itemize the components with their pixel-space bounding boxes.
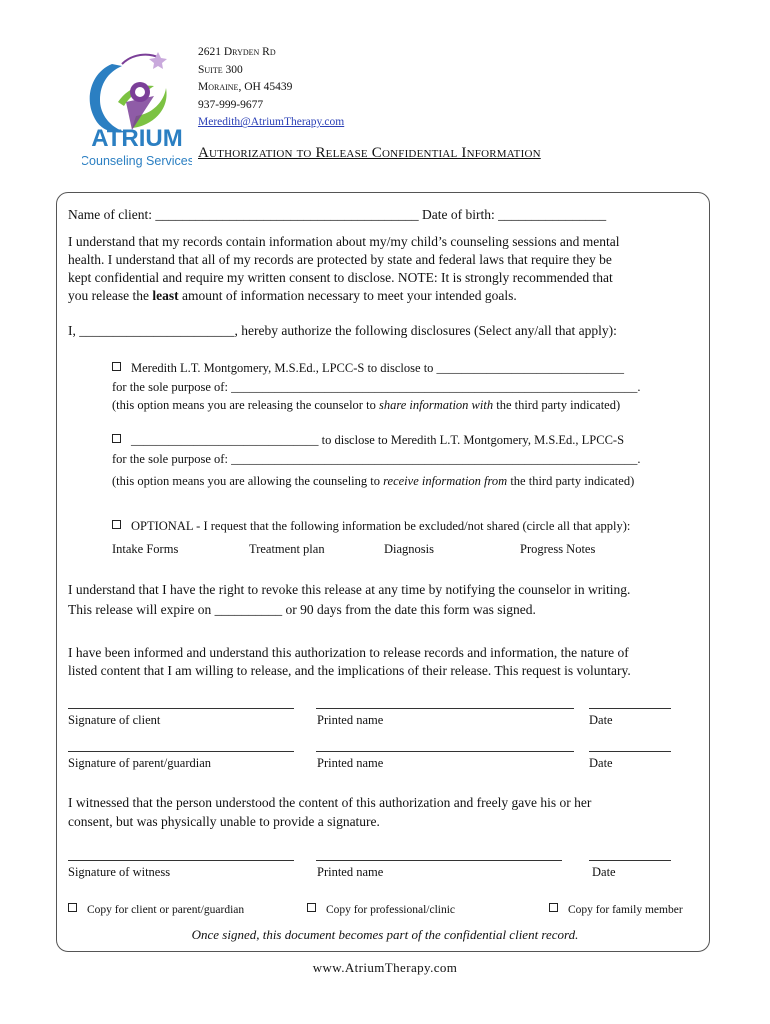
understand-line-3: kept confidential and require my written consent to disclose. NOTE: It is strongly recommended that — [68, 270, 613, 285]
copy-family-checkbox[interactable] — [549, 903, 558, 912]
signature-line[interactable] — [68, 860, 294, 861]
date-label: Date — [589, 713, 613, 727]
authorize-line: I, _______________________, hereby authorize the following disclosures (Select any/all that apply): — [68, 323, 617, 338]
client-line: Name of client: _______________________________________ Date of birth: ________________ — [68, 207, 607, 222]
printed-name-line[interactable] — [316, 860, 562, 861]
informed-line-2: listed content that I am willing to release, and the implications of their release. This request is voluntary. — [68, 663, 631, 678]
understand-paragraph — [68, 233, 708, 305]
optional-item[interactable]: Treatment plan — [249, 542, 325, 556]
optional-item[interactable]: Progress Notes — [520, 542, 596, 556]
address-street: 2621 Dryden Rd — [198, 46, 276, 58]
footer-website[interactable]: www.AtriumTherapy.com — [312, 960, 458, 975]
printed-name-label: Printed name — [317, 713, 384, 727]
option-1-purpose: for the sole purpose of: _________________________________________________________________. — [112, 379, 641, 394]
once-signed-note: Once signed, this document becomes part of the confidential client record. — [191, 927, 579, 942]
option-2-note: (this option means you are allowing the counseling to receive information from the third party indicated) — [112, 474, 635, 488]
signature-line[interactable] — [68, 708, 294, 709]
witness-line-1: I witnessed that the person understood the content of this authorization and freely gave his or her — [68, 795, 592, 810]
copy-professional: Copy for professional/clinic — [307, 903, 455, 916]
signature-line[interactable] — [68, 751, 294, 752]
date-line[interactable] — [589, 860, 671, 861]
option-1 — [112, 359, 702, 415]
printed-name-label: Printed name — [317, 865, 384, 879]
logo-subtitle: Counseling Services — [82, 154, 192, 168]
address-city: Moraine, OH 45439 — [198, 81, 293, 94]
optional-item[interactable]: Diagnosis — [384, 542, 434, 556]
form-border — [56, 192, 710, 952]
option-2-line: ______________________________ to disclose to Meredith L.T. Montgomery, M.S.Ed., LPCC-S — [131, 433, 625, 447]
sig-witness-label: Signature of witness — [68, 865, 171, 879]
option-2-purpose: for the sole purpose of: _________________________________________________________________. — [112, 451, 641, 466]
phone: 937-999-9677 — [198, 98, 264, 111]
date-label: Date — [589, 756, 613, 770]
copy-client-checkbox[interactable] — [68, 903, 77, 912]
optional-line: OPTIONAL - I request that the following information be excluded/not shared (circle all that apply): — [112, 517, 630, 536]
date-label: Date — [592, 865, 616, 879]
email-link[interactable]: Meredith@AtriumTherapy.com — [198, 116, 345, 129]
copy-professional-checkbox[interactable] — [307, 903, 316, 912]
option-1-note: (this option means you are releasing the counselor to share information with the third party indicated) — [112, 398, 621, 412]
date-line[interactable] — [589, 708, 671, 709]
understand-line-2: health. I understand that all of my records are protected by state and federal laws that require they be — [68, 252, 612, 267]
address-suite: Suite 300 — [198, 63, 243, 76]
optional-item[interactable]: Intake Forms — [112, 542, 179, 556]
address-block — [198, 44, 344, 132]
printed-name-line[interactable] — [316, 751, 574, 752]
revoke-line-2: This release will expire on __________ or 90 days from the date this form was signed. — [68, 602, 536, 617]
understand-line-4: you release the least amount of information necessary to meet your intended goals. — [68, 288, 517, 303]
atrium-logo — [82, 42, 192, 170]
date-line[interactable] — [589, 751, 671, 752]
understand-line-1: I understand that my records contain information about my/my child’s counseling sessions and mental — [68, 234, 620, 249]
witness-line-2: consent, but was physically unable to provide a signature. — [68, 814, 380, 829]
logo-name: ATRIUM — [91, 125, 183, 152]
printed-name-line[interactable] — [316, 708, 574, 709]
option-2-checkbox[interactable] — [112, 434, 121, 443]
sig-parent-label: Signature of parent/guardian — [68, 756, 212, 770]
option-1-line: Meredith L.T. Montgomery, M.S.Ed., LPCC-S to disclose to ______________________________ — [131, 361, 625, 375]
optional-checkbox[interactable] — [112, 520, 121, 529]
printed-name-label: Printed name — [317, 756, 384, 770]
copy-family: Copy for family member — [549, 903, 683, 916]
revoke-line-1: I understand that I have the right to revoke this release at any time by notifying the counselor in writing. — [68, 582, 631, 597]
sig-client-label: Signature of client — [68, 713, 161, 727]
copy-client: Copy for client or parent/guardian — [68, 903, 244, 916]
informed-line-1: I have been informed and understand this authorization to release records and information, the nature of — [68, 645, 629, 660]
option-1-checkbox[interactable] — [112, 362, 121, 371]
form-title: Authorization to Release Confidential Information — [198, 145, 541, 161]
option-2 — [112, 431, 702, 491]
